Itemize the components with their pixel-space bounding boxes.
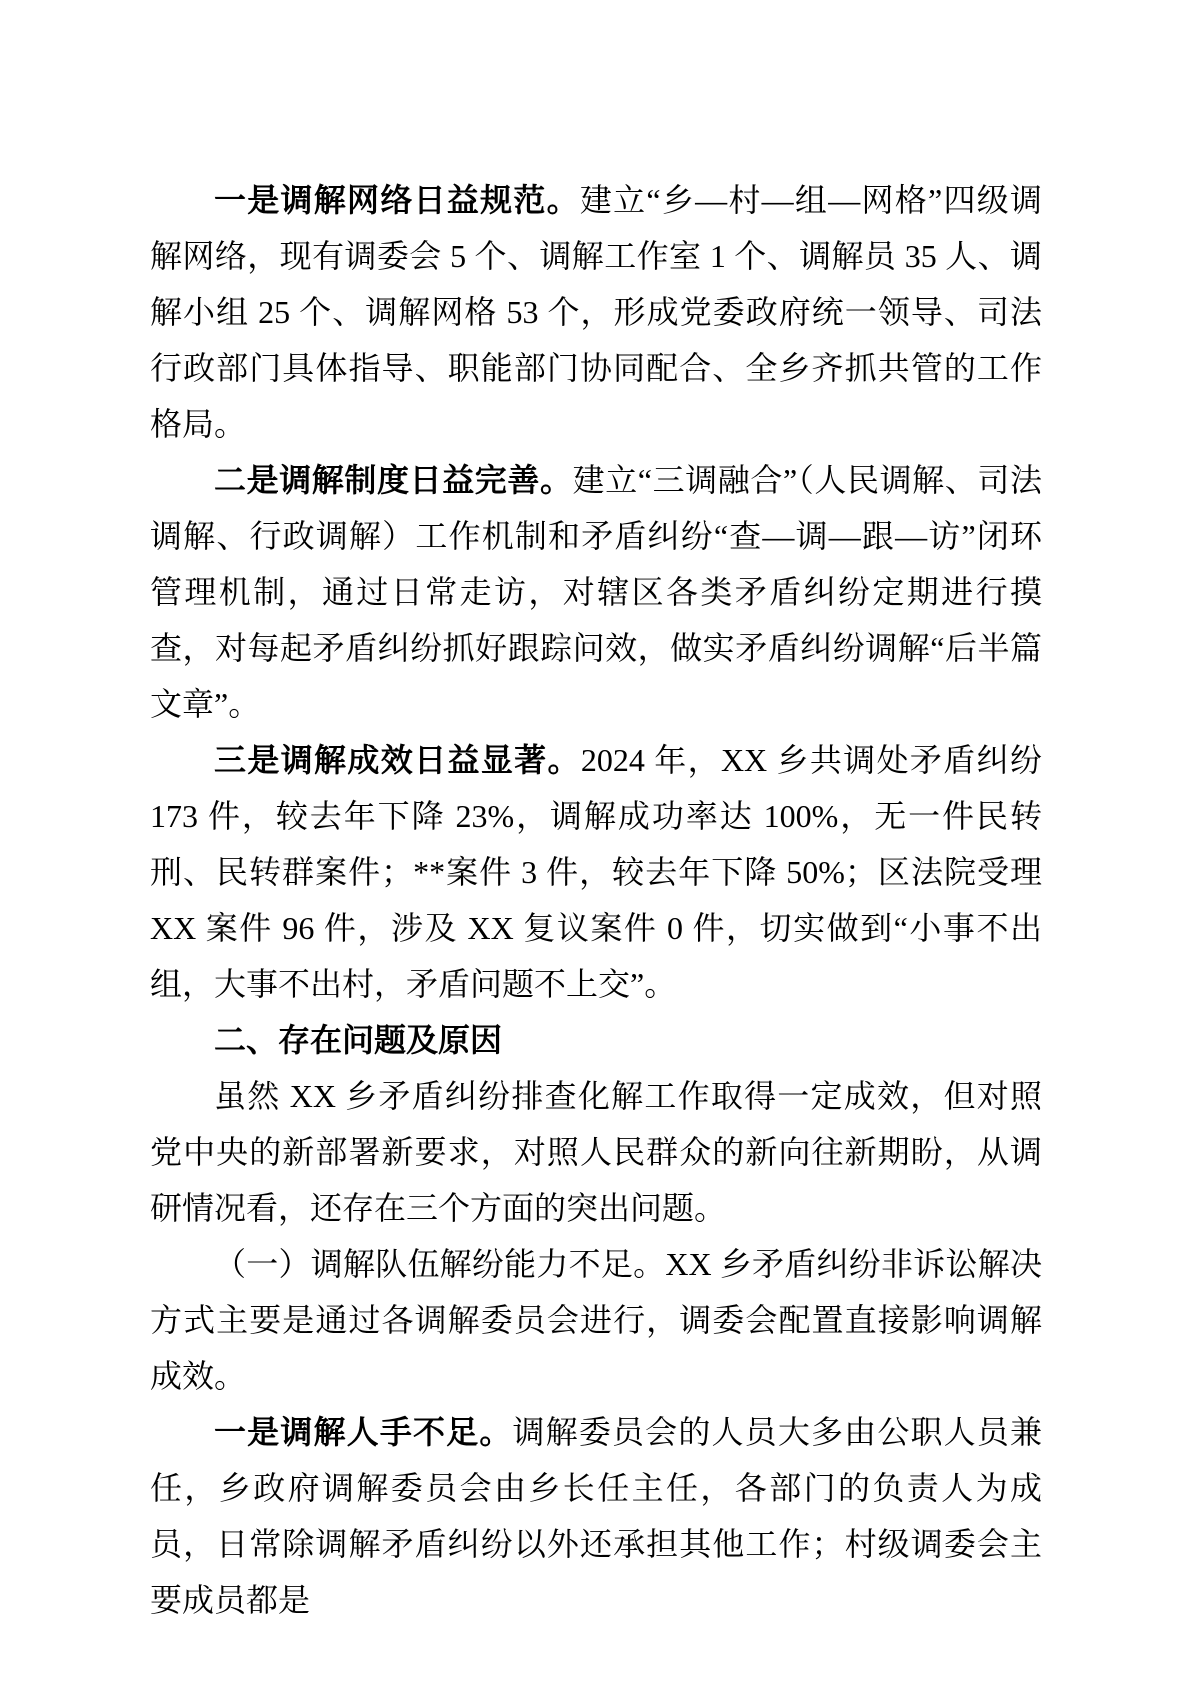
paragraph-text: 调解委员会的人员大多由公职人员兼任，乡政府调解委员会由乡长任主任，各部门的负责人为成员，日常除调解矛盾纠纷以外还承担其他工作；村级调委会主要成员都是 <box>150 1414 1042 1618</box>
paragraph-overview-problems <box>150 1068 1042 1236</box>
paragraph-text: 2024 年，XX 乡共调处矛盾纠纷 173 件，较去年下降 23%，调解成功率达 100%，无一件民转刑、民转群案件；**案件 3 件，较去年下降 50%；区法院受理 XX 案件 96 件，涉及 XX 复议案件 0 件，切实做到“小事不出组，大事不出村，矛盾问题不上交”。 <box>150 742 1042 1002</box>
paragraph-subheading-team-capability <box>150 1236 1042 1404</box>
paragraph-mediation-system <box>150 452 1042 732</box>
paragraph-text: 虽然 XX 乡矛盾纠纷排查化解工作取得一定成效，但对照党中央的新部署新要求，对照人民群众的新向往新期盼，从调研情况看，还存在三个方面的突出问题。 <box>150 1078 1042 1226</box>
paragraph-lead: 三是调解成效日益显著。 <box>214 742 581 778</box>
paragraph-text: XX 乡矛盾纠纷非诉讼解决方式主要是通过各调解委员会进行，调委会配置直接影响调解成效。 <box>150 1246 1042 1394</box>
paragraph-staff-shortage <box>150 1404 1042 1628</box>
paragraph-lead: 一是调解网络日益规范。 <box>214 182 580 218</box>
paragraph-mediation-network <box>150 172 1042 452</box>
paragraph-text: 建立“乡—村—组—网格”四级调解网络，现有调委会 5 个、调解工作室 1 个、调解员 35 人、调解小组 25 个、调解网格 53 个，形成党委政府统一领导、司法行政部门具体指导、职能部门协同配合、全乡齐抓共管的工作格局。 <box>150 182 1042 442</box>
paragraph-lead: 一是调解人手不足。 <box>214 1414 513 1450</box>
document-body <box>150 172 1042 1628</box>
paragraph-mediation-results <box>150 732 1042 1012</box>
section-heading-problems-and-causes: 二、存在问题及原因 <box>214 1022 503 1058</box>
paragraph-text: 建立“三调融合”（人民调解、司法调解、行政调解）工作机制和矛盾纠纷“查—调—跟—访”闭环管理机制，通过日常走访，对辖区各类矛盾纠纷定期进行摸查，对每起矛盾纠纷抓好跟踪问效，做实矛盾纠纷调解“后半篇文章”。 <box>150 462 1042 722</box>
paragraph-lead: 二是调解制度日益完善。 <box>214 462 573 498</box>
subheading-lead: （一）调解队伍解纷能力不足。 <box>214 1246 666 1282</box>
